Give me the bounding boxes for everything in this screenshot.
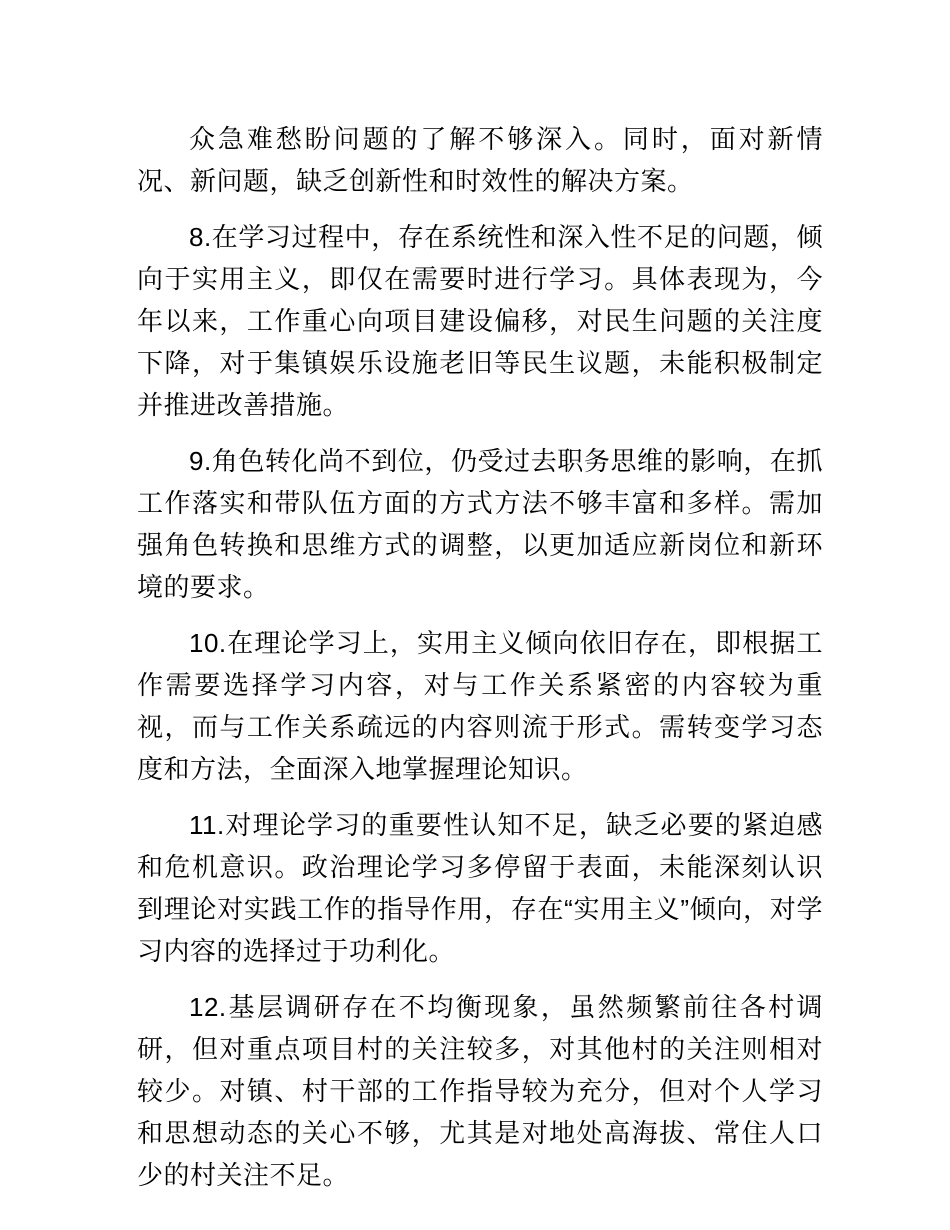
paragraph-continuation: 众急难愁盼问题的了解不够深入。同时，面对新情况、新问题，缺乏创新性和时效性的解决方案。	[137, 124, 823, 196]
paragraph-item-12: 12.基层调研存在不均衡现象，虽然频繁前往各村调研，但对重点项目村的关注较多，对其他村的关注则相对较少。对镇、村干部的工作指导较为充分，但对个人学习和思想动态的关心不够，尤其是对地处高海拔、常住人口少的村关注不足。	[137, 992, 823, 1190]
paragraph-item-11: 11.对理论学习的重要性认知不足，缺乏必要的紧迫感和危机意识。政治理论学习多停留于表面，未能深刻认识到理论对实践工作的指导作用，存在“实用主义”倾向，对学习内容的选择过于功利化。	[137, 810, 823, 966]
document-text-block	[137, 118, 823, 1196]
paragraph-item-9: 9.角色转化尚不到位，仍受过去职务思维的影响，在抓工作落实和带队伍方面的方式方法不够丰富和多样。需加强角色转换和思维方式的调整，以更加适应新岗位和新环境的要求。	[137, 446, 823, 602]
paragraph-item-10: 10.在理论学习上，实用主义倾向依旧存在，即根据工作需要选择学习内容，对与工作关系紧密的内容较为重视，而与工作关系疏远的内容则流于形式。需转变学习态度和方法，全面深入地掌握理论知识。	[137, 628, 823, 784]
paragraph-item-8: 8.在学习过程中，存在系统性和深入性不足的问题，倾向于实用主义，即仅在需要时进行学习。具体表现为，今年以来，工作重心向项目建设偏移，对民生问题的关注度下降，对于集镇娱乐设施老旧等民生议题，未能积极制定并推进改善措施。	[137, 222, 823, 420]
